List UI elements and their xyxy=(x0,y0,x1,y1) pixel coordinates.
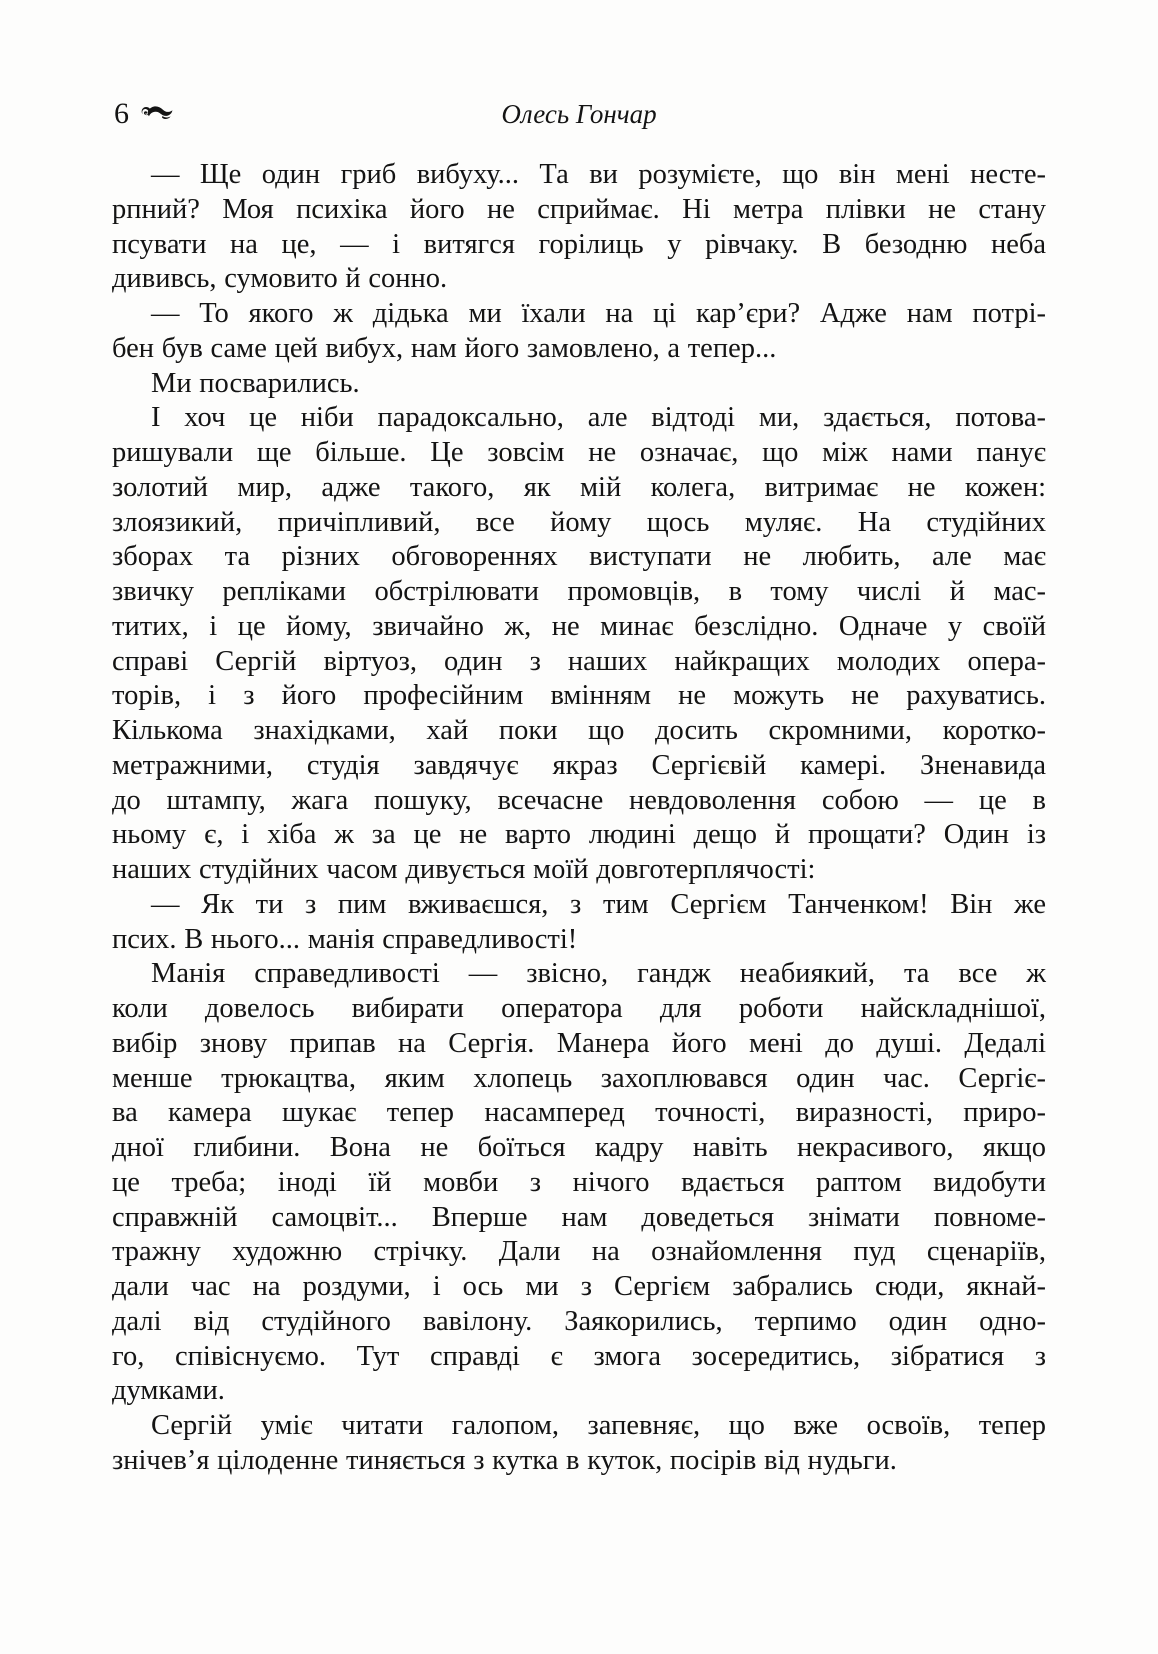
text-line: до штампу, жага пошуку, всечасне невдоволення собою — це в xyxy=(112,784,1046,816)
text-line: Ми посварились. xyxy=(151,367,360,399)
text-line: титих, і це йому, звичайно ж, не минає безслідно. Одначе у своїй xyxy=(112,610,1046,642)
page-number: 6 xyxy=(114,97,129,130)
running-title: Олесь Гончар xyxy=(501,99,657,129)
text-line: метражними, студія завдячує якраз Сергієвій камері. Зненавида xyxy=(112,749,1046,781)
paragraph xyxy=(112,297,1046,367)
text-line: думками. xyxy=(112,1375,225,1407)
text-line: звичку репліками обстрілювати промовців, в тому числі й мас- xyxy=(112,576,1046,607)
text-line: псих. В нього... манія справедливості! xyxy=(112,923,578,955)
text-line: злоязикий, причіпливий, все йому щось муляє. На студійних xyxy=(112,506,1046,538)
text-line: — Як ти з пим вживаєшся, з тим Сергієм Танченком! Він же xyxy=(151,888,1046,920)
paragraph xyxy=(112,888,1046,958)
page-content xyxy=(112,98,1046,1479)
text-line: дної глибини. Вона не боїться кадру навіть некрасивого, якщо xyxy=(112,1132,1046,1163)
running-header xyxy=(112,98,1046,132)
text-line: справжній самоцвіт... Вперше нам доведеться знімати повноме- xyxy=(112,1201,1046,1233)
text-line: го, співіснуємо. Тут справді є змога зосередитись, зібратися з xyxy=(112,1340,1046,1372)
text-line: наших студійних часом дивується моїй довготерплячості: xyxy=(112,854,816,885)
text-line: справі Сергій віртуоз, один з наших найкращих молодих опера- xyxy=(112,645,1046,677)
paragraph xyxy=(112,1409,1046,1479)
text-line: далі від студійного вавілону. Заякорились, терпимо один одно- xyxy=(112,1305,1046,1337)
text-line: коли довелось вибирати оператора для роботи найскладнішої, xyxy=(112,993,1046,1024)
page-body xyxy=(112,158,1046,1479)
text-line: це треба; іноді їй мовби з нічого вдається раптом видобути xyxy=(112,1166,1046,1198)
paragraph xyxy=(112,158,1046,297)
text-line: ришували ще більше. Це зовсім не означає, що між нами панує xyxy=(112,437,1046,468)
text-line: псувати на це, — і витягся горілиць у рівчаку. В безодню неба xyxy=(112,228,1046,260)
paragraph xyxy=(112,401,1046,888)
text-line: менше трюкацтва, яким хлопець захоплювався один час. Сергіє- xyxy=(112,1062,1046,1094)
paragraph xyxy=(112,367,1046,402)
text-line: Кількома знахідками, хай поки що досить скромними, коротко- xyxy=(112,715,1046,746)
paragraph xyxy=(112,957,1046,1409)
text-line: — То якого ж дідька ми їхали на ці кар’єри? Адже нам потрі- xyxy=(151,298,1046,329)
text-line: ньому є, і хіба ж за це не варто людині дещо й прощати? Один із xyxy=(112,819,1046,851)
text-line: І хоч це ніби парадоксально, але відтоді ми, здається, потова- xyxy=(151,402,1046,434)
text-line: золотий мир, адже такого, як мій колега, витримає не кожен: xyxy=(112,471,1046,503)
text-line: вибір знову припав на Сергія. Манера його мені до душі. Дедалі xyxy=(112,1027,1046,1059)
text-line: бен був саме цей вибух, нам його замовлено, а тепер... xyxy=(112,332,777,364)
text-line: торів, і з його професійним вмінням не можуть не рахуватись. xyxy=(112,680,1046,712)
text-line: — Ще один гриб вибуху... Та ви розумієте, що він мені несте- xyxy=(151,159,1046,190)
text-line: рпний? Моя психіка його не сприймає. Ні метра плівки не стану xyxy=(112,193,1046,225)
text-line: зборах та різних обговореннях виступати не любить, але має xyxy=(112,541,1046,573)
text-line: Манія справедливості — звісно, гандж неабиякий, та все ж xyxy=(151,958,1046,990)
text-line: дививсь, сумовито й сонно. xyxy=(112,263,448,295)
text-line: ва камера шукає тепер насамперед точності, виразності, приро- xyxy=(112,1097,1046,1129)
text-line: дали час на роздуми, і ось ми з Сергієм забрались сюди, якнай- xyxy=(112,1271,1046,1302)
text-line: Сергій уміє читати галопом, запевняє, що вже освоїв, тепер xyxy=(151,1410,1046,1441)
text-line: тражну художню стрічку. Дали на ознайомлення пуд сценаріїв, xyxy=(112,1236,1046,1268)
text-line: знічев’я цілоденне тиняється з кутка в куток, посірів від нудьги. xyxy=(112,1444,897,1476)
